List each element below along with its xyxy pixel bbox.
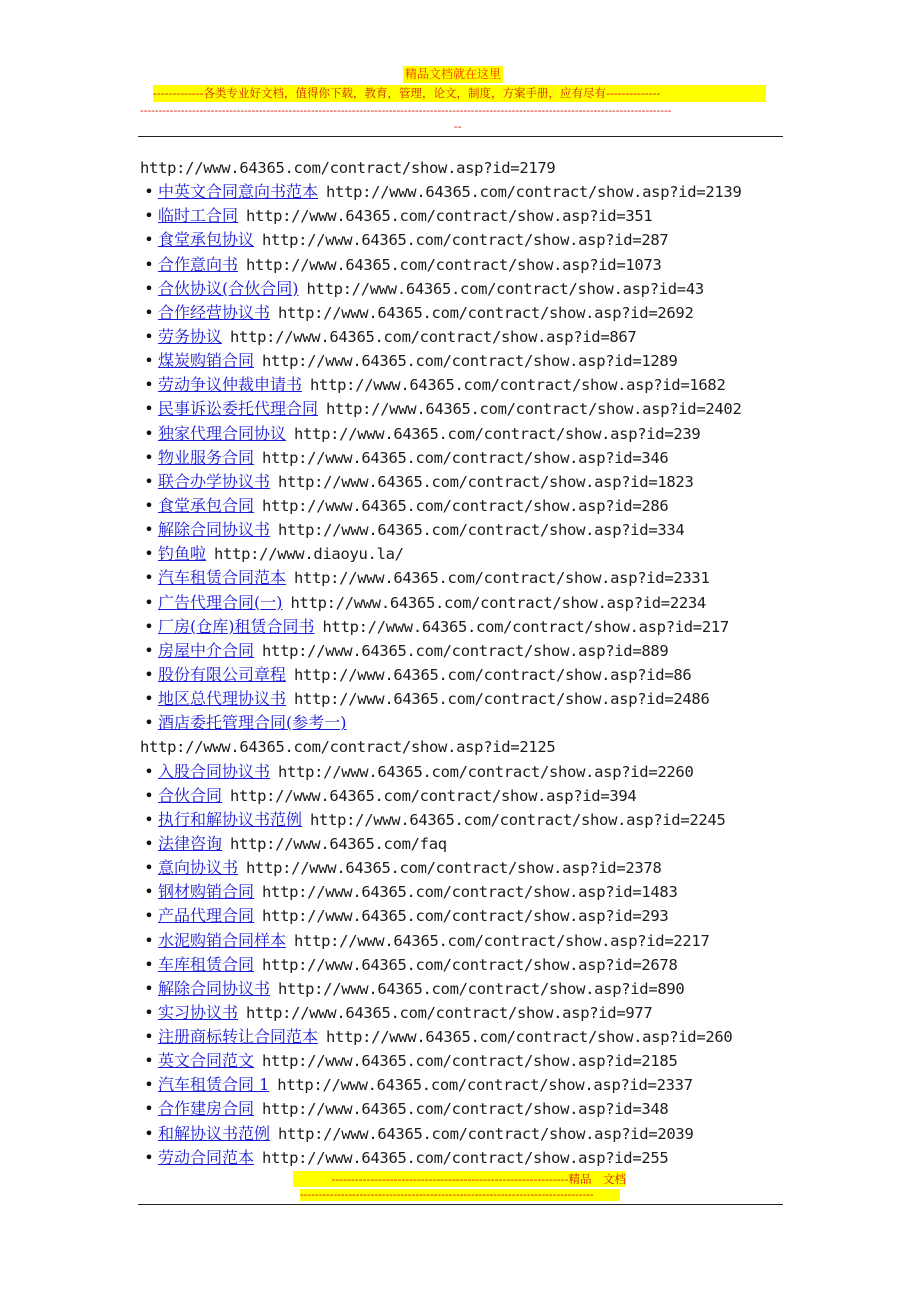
url-text: http://www.64365.com/contract/show.asp?id=890 bbox=[278, 979, 685, 998]
url-text: http://www.64365.com/contract/show.asp?id=2260 bbox=[278, 762, 694, 781]
bullet-icon: • bbox=[144, 230, 154, 250]
list-item bbox=[140, 711, 800, 735]
list-item bbox=[140, 1122, 800, 1146]
list-item bbox=[140, 760, 800, 784]
contract-link[interactable]: 临时工合同 bbox=[158, 206, 239, 226]
list-item bbox=[140, 880, 800, 904]
url-text: http://www.64365.com/contract/show.asp?id=2692 bbox=[278, 303, 694, 322]
url-text: http://www.64365.com/contract/show.asp?id=2378 bbox=[246, 859, 662, 878]
footer-rule bbox=[138, 1204, 783, 1205]
url-line bbox=[140, 735, 800, 759]
url-text: http://www.64365.com/contract/show.asp?id=43 bbox=[306, 279, 704, 298]
bullet-icon: • bbox=[144, 351, 154, 371]
contract-link[interactable]: 合作经营协议书 bbox=[158, 302, 271, 322]
contract-link[interactable]: 钓鱼啦 bbox=[158, 544, 207, 564]
list-item bbox=[140, 1025, 800, 1049]
contract-link[interactable]: 中英文合同意向书范本 bbox=[158, 182, 319, 202]
url-text: http://www.64365.com/contract/show.asp?id=260 bbox=[326, 1028, 733, 1047]
contract-link[interactable]: 酒店委托管理合同(参考一) bbox=[158, 713, 347, 733]
contract-link[interactable]: 民事诉讼委托代理合同 bbox=[158, 399, 319, 419]
contract-link[interactable]: 劳动争议仲裁申请书 bbox=[158, 375, 303, 395]
bullet-icon: • bbox=[144, 1123, 154, 1143]
bullet-icon: • bbox=[144, 375, 154, 395]
contract-link[interactable]: 解除合同协议书 bbox=[158, 978, 271, 998]
contract-link[interactable]: 解除合同协议书 bbox=[158, 520, 271, 540]
header-dashes: ----------------------------------------------------------------------------------------------------------------------------------------------- bbox=[140, 104, 672, 117]
url-text: http://www.64365.com/contract/show.asp?id=293 bbox=[262, 907, 669, 926]
contract-link[interactable]: 物业服务合同 bbox=[158, 447, 255, 467]
list-item bbox=[140, 639, 800, 663]
url-text: http://www.64365.com/contract/show.asp?id=1682 bbox=[310, 376, 726, 395]
contract-link[interactable]: 地区总代理协议书 bbox=[158, 689, 287, 709]
list-item bbox=[140, 301, 800, 325]
bullet-icon: • bbox=[144, 809, 154, 829]
bullet-icon: • bbox=[144, 568, 154, 588]
contract-link[interactable]: 注册商标转让合同范本 bbox=[158, 1027, 319, 1047]
list-item bbox=[140, 687, 800, 711]
list-item bbox=[140, 542, 800, 566]
header-tagline: -------------各类专业好文档，值得你下载，教育，管理，论文，制度，方案手册，应有尽有-------------- bbox=[153, 85, 766, 102]
url-text: http://www.64365.com/contract/show.asp?id=1289 bbox=[262, 352, 678, 371]
footer-text: -------------------------------------------------------------精品 文档 bbox=[293, 1171, 626, 1187]
url-text: http://www.64365.com/contract/show.asp?id=2125 bbox=[140, 738, 556, 757]
list-item bbox=[140, 1001, 800, 1025]
list-item bbox=[140, 1073, 800, 1097]
contract-link[interactable]: 水泥购销合同样本 bbox=[158, 930, 287, 950]
bullet-icon: • bbox=[144, 713, 154, 733]
url-text: http://www.64365.com/contract/show.asp?id=217 bbox=[322, 617, 729, 636]
bullet-icon: • bbox=[144, 761, 154, 781]
header-dashes-tail: -- bbox=[454, 120, 462, 133]
contract-link[interactable]: 合伙合同 bbox=[158, 785, 223, 805]
url-text: http://www.64365.com/contract/show.asp?id=255 bbox=[262, 1148, 669, 1167]
bullet-icon: • bbox=[144, 471, 154, 491]
list-item bbox=[140, 180, 800, 204]
bullet-icon: • bbox=[144, 1099, 154, 1119]
url-text: http://www.64365.com/contract/show.asp?id=394 bbox=[230, 786, 637, 805]
list-item bbox=[140, 204, 800, 228]
list-item bbox=[140, 470, 800, 494]
bullet-icon: • bbox=[144, 495, 154, 515]
contract-link[interactable]: 广告代理合同(一) bbox=[158, 592, 283, 612]
contract-link[interactable]: 钢材购销合同 bbox=[158, 882, 255, 902]
url-text: http://www.64365.com/contract/show.asp?id=2185 bbox=[262, 1052, 678, 1071]
contract-link[interactable]: 房屋中介合同 bbox=[158, 640, 255, 660]
list-item bbox=[140, 784, 800, 808]
bullet-icon: • bbox=[144, 1075, 154, 1095]
bullet-icon: • bbox=[144, 616, 154, 636]
contract-link[interactable]: 劳动合同范本 bbox=[158, 1147, 255, 1167]
list-item bbox=[140, 904, 800, 928]
url-text: http://www.64365.com/contract/show.asp?id=346 bbox=[262, 448, 669, 467]
url-text: http://www.64365.com/contract/show.asp?id=2486 bbox=[294, 690, 710, 709]
list-item bbox=[140, 977, 800, 1001]
contract-link[interactable]: 意向协议书 bbox=[158, 858, 239, 878]
list-item bbox=[140, 494, 800, 518]
url-text: http://www.64365.com/contract/show.asp?id=2245 bbox=[310, 810, 726, 829]
bullet-icon: • bbox=[144, 978, 154, 998]
url-text: http://www.64365.com/contract/show.asp?id=1823 bbox=[278, 472, 694, 491]
bullet-icon: • bbox=[144, 544, 154, 564]
url-line bbox=[140, 156, 800, 180]
url-text: http://www.64365.com/contract/show.asp?id=286 bbox=[262, 496, 669, 515]
bullet-icon: • bbox=[144, 1051, 154, 1071]
bullet-icon: • bbox=[144, 858, 154, 878]
list-item bbox=[140, 518, 800, 542]
bullet-icon: • bbox=[144, 182, 154, 202]
list-item bbox=[140, 228, 800, 252]
list-item bbox=[140, 1146, 800, 1170]
url-text: http://www.64365.com/contract/show.asp?id=2179 bbox=[140, 159, 556, 177]
url-text: http://www.64365.com/contract/show.asp?id=2402 bbox=[326, 400, 742, 419]
header-title: 精品文档就在这里 bbox=[405, 67, 502, 81]
url-text: http://www.64365.com/contract/show.asp?id=867 bbox=[230, 327, 637, 346]
bullet-icon: • bbox=[144, 206, 154, 226]
bullet-icon: • bbox=[144, 302, 154, 322]
bullet-icon: • bbox=[144, 689, 154, 709]
footer-dashes: ------------------------------------------------------------------------------- bbox=[300, 1189, 620, 1201]
list-item bbox=[140, 277, 800, 301]
bullet-icon: • bbox=[144, 930, 154, 950]
contract-link-list bbox=[140, 156, 800, 1170]
bullet-icon: • bbox=[144, 399, 154, 419]
contract-link[interactable]: 合伙协议(合伙合同) bbox=[158, 278, 299, 298]
url-text: http://www.64365.com/contract/show.asp?id=334 bbox=[278, 521, 685, 540]
list-item bbox=[140, 663, 800, 687]
list-item bbox=[140, 325, 800, 349]
bullet-icon: • bbox=[144, 640, 154, 660]
list-item bbox=[140, 953, 800, 977]
url-text: http://www.64365.com/contract/show.asp?id=86 bbox=[294, 665, 692, 684]
contract-link[interactable]: 汽车租赁合同 1 bbox=[158, 1075, 270, 1095]
list-item bbox=[140, 253, 800, 277]
contract-link[interactable]: 食堂承包合同 bbox=[158, 495, 255, 515]
bullet-icon: • bbox=[144, 906, 154, 926]
bullet-icon: • bbox=[144, 278, 154, 298]
list-item bbox=[140, 1097, 800, 1121]
list-item bbox=[140, 856, 800, 880]
contract-link[interactable]: 合作意向书 bbox=[158, 254, 239, 274]
list-item bbox=[140, 349, 800, 373]
list-item bbox=[140, 615, 800, 639]
list-item bbox=[140, 373, 800, 397]
bullet-icon: • bbox=[144, 254, 154, 274]
bullet-icon: • bbox=[144, 1002, 154, 1022]
bullet-icon: • bbox=[144, 785, 154, 805]
list-item bbox=[140, 446, 800, 470]
bullet-icon: • bbox=[144, 447, 154, 467]
contract-link[interactable]: 股份有限公司章程 bbox=[158, 664, 287, 684]
contract-link[interactable]: 联合办学协议书 bbox=[158, 471, 271, 491]
url-text: http://www.64365.com/faq bbox=[230, 834, 447, 853]
list-item bbox=[140, 808, 800, 832]
contract-link[interactable]: 煤炭购销合同 bbox=[158, 351, 255, 371]
url-text: http://www.64365.com/contract/show.asp?id=2217 bbox=[294, 931, 710, 950]
contract-link[interactable]: 产品代理合同 bbox=[158, 906, 255, 926]
bullet-icon: • bbox=[144, 1027, 154, 1047]
url-text: http://www.64365.com/contract/show.asp?id=2039 bbox=[278, 1124, 694, 1143]
contract-link[interactable]: 车库租赁合同 bbox=[158, 954, 255, 974]
url-text: http://www.64365.com/contract/show.asp?id=239 bbox=[294, 424, 701, 443]
bullet-icon: • bbox=[144, 882, 154, 902]
contract-link[interactable]: 实习协议书 bbox=[158, 1002, 239, 1022]
bullet-icon: • bbox=[144, 833, 154, 853]
url-text: http://www.64365.com/contract/show.asp?id=2678 bbox=[262, 955, 678, 974]
url-text: http://www.64365.com/contract/show.asp?id=351 bbox=[246, 207, 653, 226]
contract-link[interactable]: 合作建房合同 bbox=[158, 1099, 255, 1119]
contract-link[interactable]: 独家代理合同协议 bbox=[158, 423, 287, 443]
bullet-icon: • bbox=[144, 592, 154, 612]
list-item bbox=[140, 1049, 800, 1073]
bullet-icon: • bbox=[144, 1147, 154, 1167]
bullet-icon: • bbox=[144, 326, 154, 346]
header-rule bbox=[138, 136, 783, 137]
contract-link[interactable]: 劳务协议 bbox=[158, 326, 223, 346]
url-text: http://www.64365.com/contract/show.asp?id=2139 bbox=[326, 183, 742, 202]
list-item bbox=[140, 832, 800, 856]
list-item bbox=[140, 929, 800, 953]
contract-link[interactable]: 英文合同范文 bbox=[158, 1051, 255, 1071]
url-text: http://www.64365.com/contract/show.asp?id=2337 bbox=[277, 1076, 693, 1095]
bullet-icon: • bbox=[144, 423, 154, 443]
contract-link[interactable]: 入股合同协议书 bbox=[158, 761, 271, 781]
url-text: http://www.64365.com/contract/show.asp?id=977 bbox=[246, 1003, 653, 1022]
contract-link[interactable]: 食堂承包协议 bbox=[158, 230, 255, 250]
contract-link[interactable]: 法律咨询 bbox=[158, 833, 223, 853]
url-text: http://www.64365.com/contract/show.asp?id=2331 bbox=[294, 569, 710, 588]
contract-link[interactable]: 执行和解协议书范例 bbox=[158, 809, 303, 829]
contract-link[interactable]: 厂房(仓库)租赁合同书 bbox=[158, 616, 315, 636]
list-item bbox=[140, 422, 800, 446]
contract-link[interactable]: 汽车租赁合同范本 bbox=[158, 568, 287, 588]
bullet-icon: • bbox=[144, 664, 154, 684]
list-item bbox=[140, 591, 800, 615]
bullet-icon: • bbox=[144, 954, 154, 974]
url-text: http://www.diaoyu.la/ bbox=[214, 545, 404, 564]
list-item bbox=[140, 397, 800, 421]
list-item bbox=[140, 566, 800, 590]
url-text: http://www.64365.com/contract/show.asp?id=1073 bbox=[246, 255, 662, 274]
bullet-icon: • bbox=[144, 520, 154, 540]
url-text: http://www.64365.com/contract/show.asp?id=889 bbox=[262, 641, 669, 660]
url-text: http://www.64365.com/contract/show.asp?id=348 bbox=[262, 1100, 669, 1119]
url-text: http://www.64365.com/contract/show.asp?id=1483 bbox=[262, 883, 678, 902]
url-text: http://www.64365.com/contract/show.asp?id=2234 bbox=[290, 593, 706, 612]
contract-link[interactable]: 和解协议书范例 bbox=[158, 1123, 271, 1143]
url-text: http://www.64365.com/contract/show.asp?id=287 bbox=[262, 231, 669, 250]
